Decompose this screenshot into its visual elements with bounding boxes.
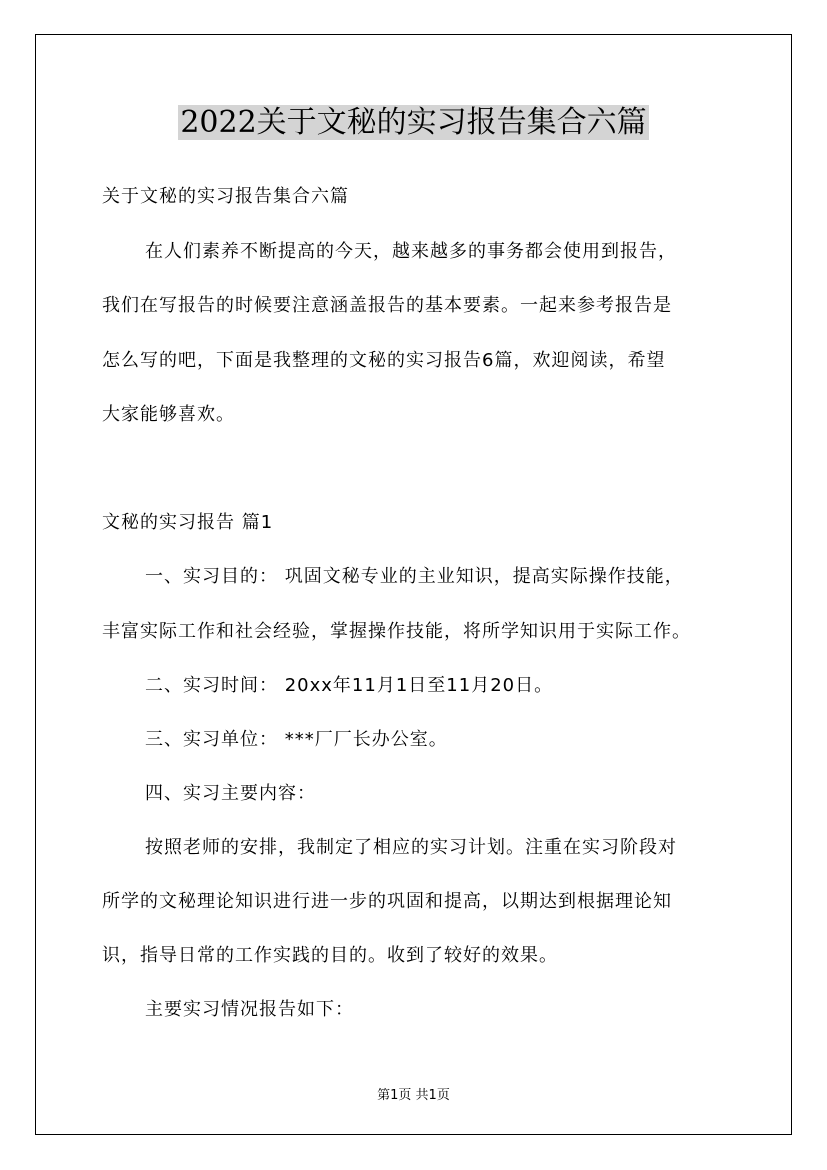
intro-line-3: 怎么写的吧，下面是我整理的文秘的实习报告6篇，欢迎阅读，希望: [102, 350, 666, 371]
body-line-9: 主要实习情况报告如下：: [145, 999, 354, 1020]
body-line-5: 四、实习主要内容：: [145, 783, 316, 804]
document-subtitle: 关于文秘的实习报告集合六篇: [102, 186, 349, 207]
body-line-2: 丰富实际工作和社会经验，掌握操作技能，将所学知识用于实际工作。: [102, 621, 691, 642]
page-footer: 第1页 共1页: [377, 1088, 450, 1103]
body-line-7: 所学的文秘理论知识进行进一步的巩固和提高，以期达到根据理论知: [102, 891, 672, 912]
document-title-wrap: [0, 101, 827, 145]
intro-line-2: 我们在写报告的时候要注意涵盖报告的基本要素。一起来参考报告是: [102, 295, 672, 316]
body-line-4: 三、实习单位： ***厂厂长办公室。: [145, 729, 448, 750]
body-line-1: 一、实习目的： 巩固文秘专业的主业知识，提高实际操作技能，: [145, 566, 684, 587]
section-heading: 文秘的实习报告 篇1: [102, 512, 274, 533]
intro-line-4: 大家能够喜欢。: [102, 404, 235, 425]
body-line-3: 二、实习时间： 20xx年11月1日至11月20日。: [145, 675, 554, 696]
body-line-6: 按照老师的安排，我制定了相应的实习计划。注重在实习阶段对: [145, 837, 677, 858]
document-title: 2022关于文秘的实习报告集合六篇: [180, 105, 647, 140]
body-line-8: 识，指导日常的工作实践的目的。收到了较好的效果。: [102, 945, 558, 966]
intro-line-1: 在人们素养不断提高的今天，越来越多的事务都会使用到报告，: [145, 241, 677, 262]
